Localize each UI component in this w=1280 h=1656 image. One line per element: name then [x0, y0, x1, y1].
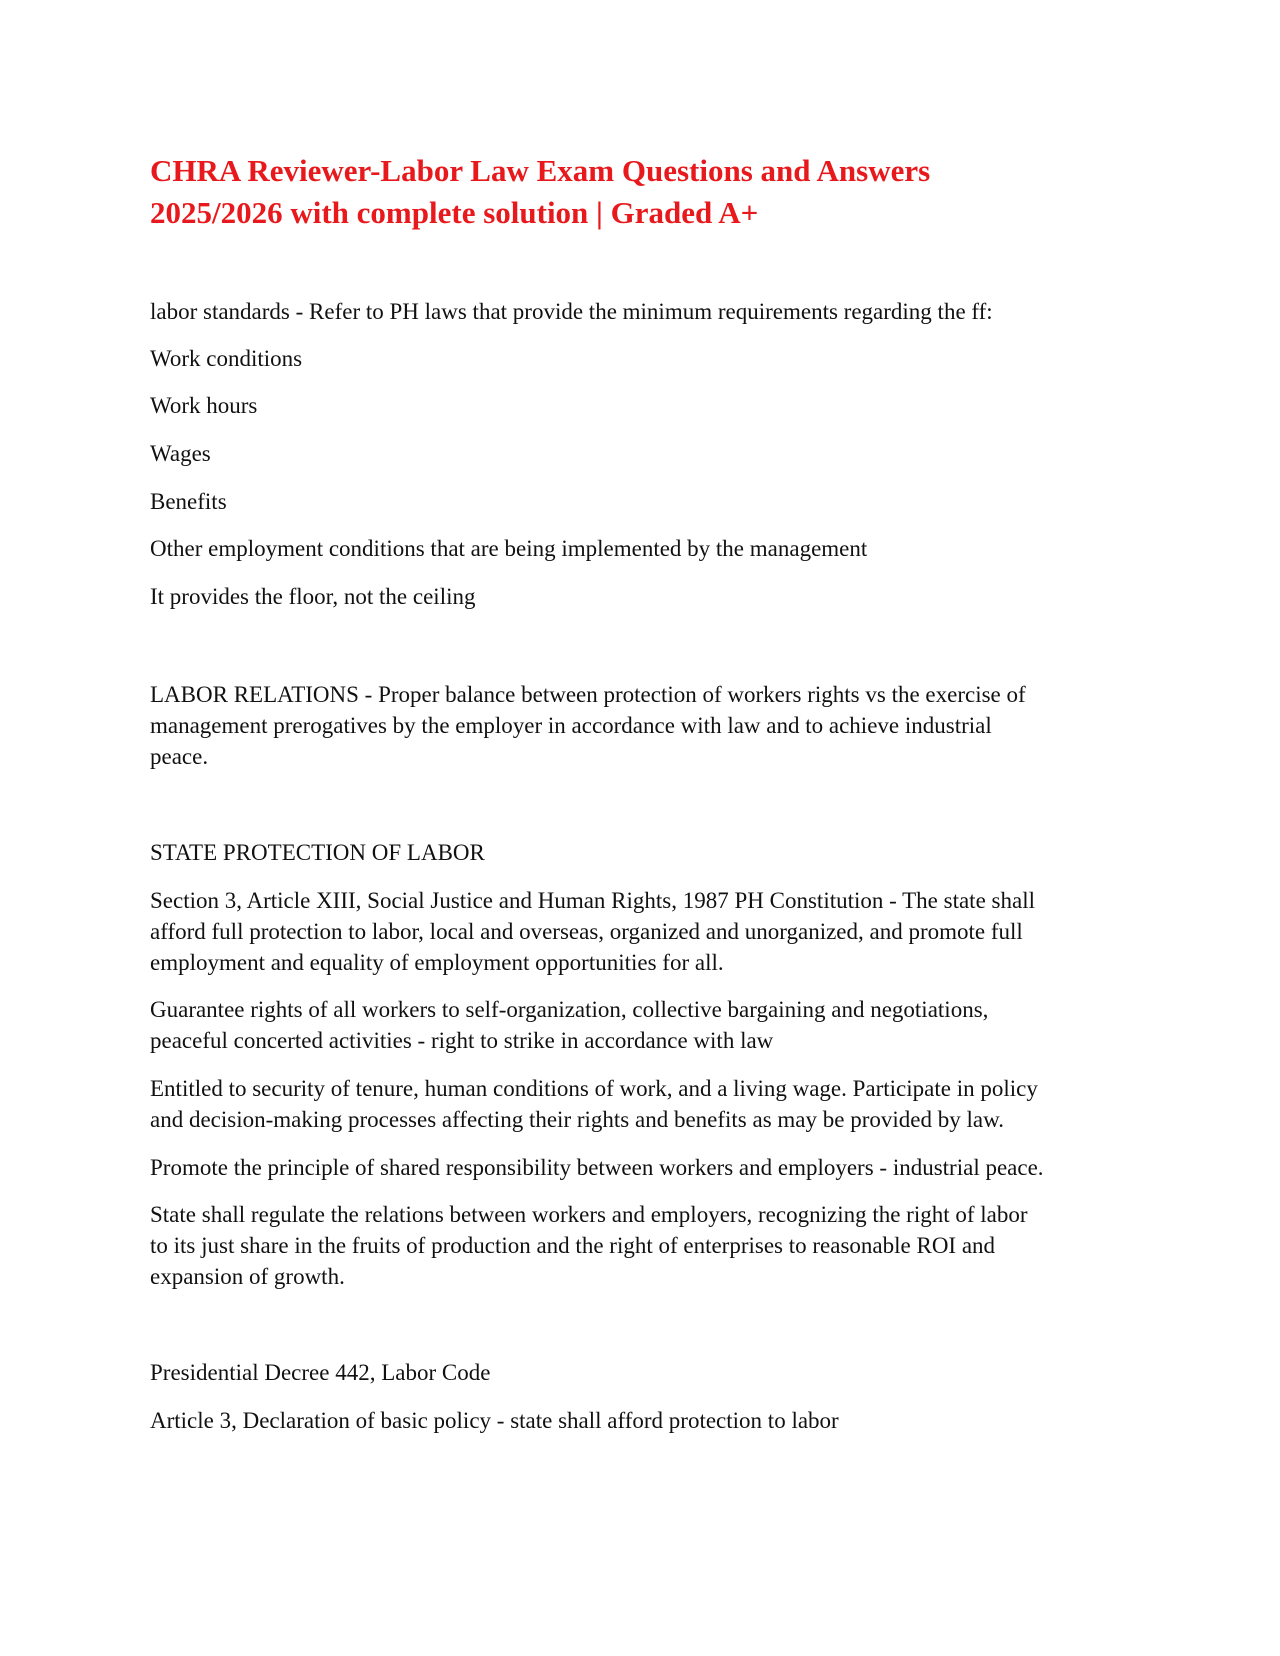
labor-standards-item: Work hours	[150, 393, 258, 418]
title-line-2: 2025/2026 with complete solution | Graded A+	[150, 195, 759, 230]
state-protection-para1-line: employment and equality of employment opportunities for all.	[150, 950, 724, 975]
labor-standards-item: Other employment conditions that are being implemented by the management	[150, 536, 868, 561]
labor-code-article3: Article 3, Declaration of basic policy - state shall afford protection to labor	[150, 1408, 839, 1433]
labor-standards-definition: labor standards - Refer to PH laws that provide the minimum requirements regarding the ff:	[150, 299, 993, 324]
labor-code-heading: Presidential Decree 442, Labor Code	[150, 1360, 491, 1385]
state-protection-para1-line: Section 3, Article XIII, Social Justice and Human Rights, 1987 PH Constitution - The state shall	[150, 888, 1035, 913]
state-protection-para5-line: State shall regulate the relations between workers and employers, recognizing the right of labor	[150, 1202, 1028, 1227]
document-title	[150, 150, 1130, 234]
state-protection-para4-line: Promote the principle of shared responsibility between workers and employers - industrial peace.	[150, 1155, 1044, 1180]
state-protection-para2-line: peaceful concerted activities - right to strike in accordance with law	[150, 1028, 774, 1053]
labor-standards-item: Work conditions	[150, 346, 303, 371]
state-protection-heading: STATE PROTECTION OF LABOR	[150, 840, 485, 865]
state-protection-para3-line: Entitled to security of tenure, human conditions of work, and a living wage. Participate in policy	[150, 1076, 1038, 1101]
labor-standards-item: It provides the floor, not the ceiling	[150, 584, 476, 609]
state-protection-para5-line: expansion of growth.	[150, 1264, 345, 1289]
labor-standards-item: Wages	[150, 441, 211, 466]
labor-relations-line: LABOR RELATIONS - Proper balance between protection of workers rights vs the exercise of	[150, 682, 1026, 707]
labor-standards-item: Benefits	[150, 489, 227, 514]
state-protection-para5-line: to its just share in the fruits of production and the right of enterprises to reasonable ROI and	[150, 1233, 996, 1258]
labor-relations-line: peace.	[150, 744, 209, 769]
state-protection-para2-line: Guarantee rights of all workers to self-organization, collective bargaining and negotiations,	[150, 997, 989, 1022]
title-line-1: CHRA Reviewer-Labor Law Exam Questions and Answers	[150, 153, 931, 188]
state-protection-para3-line: and decision-making processes affecting their rights and benefits as may be provided by law.	[150, 1107, 1004, 1132]
state-protection-para1-line: afford full protection to labor, local and overseas, organized and unorganized, and promote full	[150, 919, 1023, 944]
labor-relations-line: management prerogatives by the employer in accordance with law and to achieve industrial	[150, 713, 992, 738]
